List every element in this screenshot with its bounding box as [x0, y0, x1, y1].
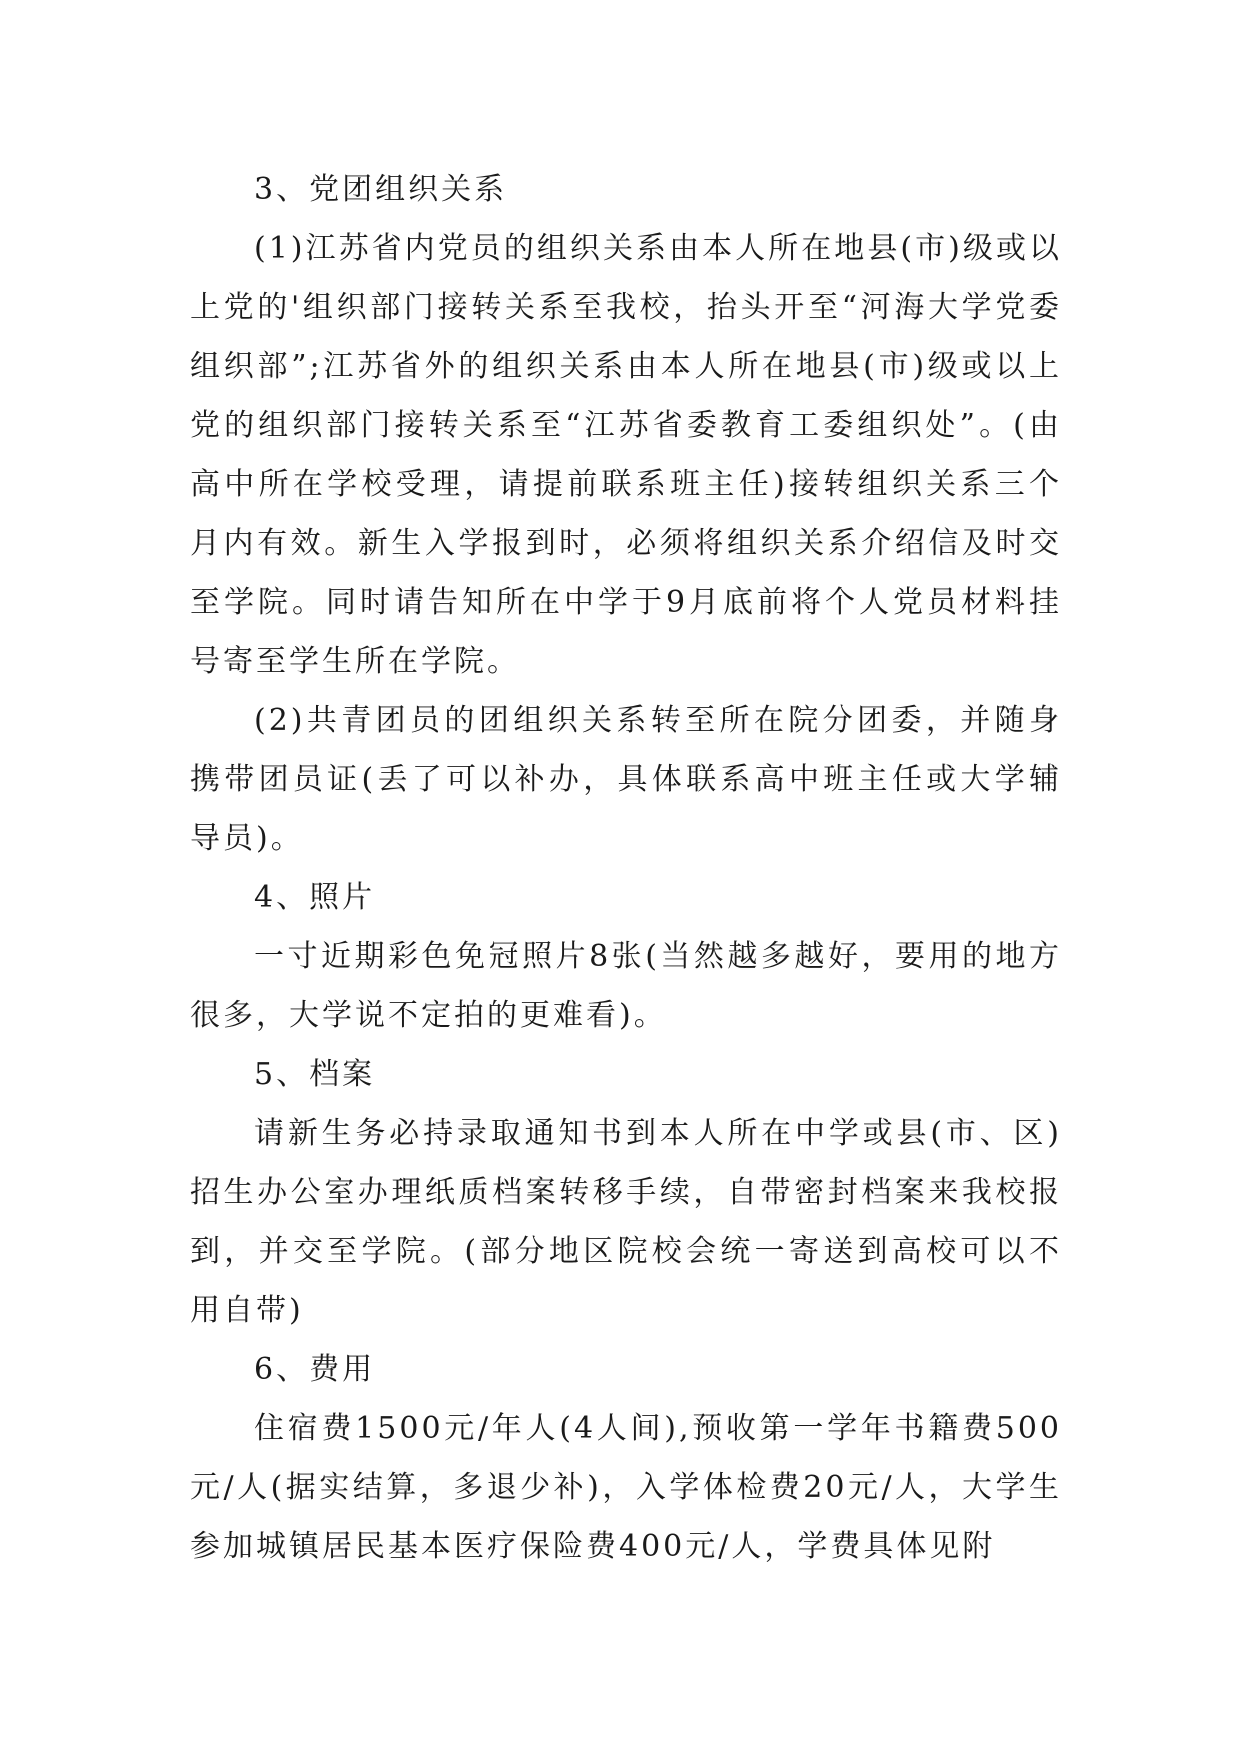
- paragraph-league-member-transfer: (2)共青团员的团组织关系转至所在院分团委，并随身携带团员证(丢了可以补办，具体联系高中班主任或大学辅导员)。: [190, 703, 1062, 856]
- section-heading-archives: 5、档案: [254, 1057, 376, 1092]
- paragraph-fees: 住宿费1500元/年人(4人间),预收第一学年书籍费500元/人(据实结算，多退少补)，入学体检费20元/人，大学生参加城镇居民基本医疗保险费400元/人，学费具体见附: [190, 1411, 1062, 1564]
- section-heading-party-relations: 3、党团组织关系: [254, 172, 508, 207]
- paragraph-party-member-transfer: (1)江苏省内党员的组织关系由本人所在地县(市)级或以上党的'组织部门接转关系至我校，抬头开至“河海大学党委组织部”;江苏省外的组织关系由本人所在地县(市)级或以上党的组织部门接转关系至“江苏省委教育工委组织处”。(由高中所在学校受理，请提前联系班主任)接转组织关系三个月内有效。新生入学报到时，必须将组织关系介绍信及时交至学院。同时请告知所在中学于9月底前将个人党员材料挂号寄至学生所在学院。: [190, 231, 1062, 679]
- paragraph-photos: 一寸近期彩色免冠照片8张(当然越多越好，要用的地方很多，大学说不定拍的更难看)。: [190, 939, 1062, 1033]
- section-heading-fees: 6、费用: [254, 1352, 376, 1387]
- document-body: [190, 160, 1062, 1576]
- paragraph-archives: 请新生务必持录取通知书到本人所在中学或县(市、区)招生办公室办理纸质档案转移手续，自带密封档案来我校报到，并交至学院。(部分地区院校会统一寄送到高校可以不用自带): [190, 1116, 1062, 1328]
- section-heading-photos: 4、照片: [254, 880, 376, 915]
